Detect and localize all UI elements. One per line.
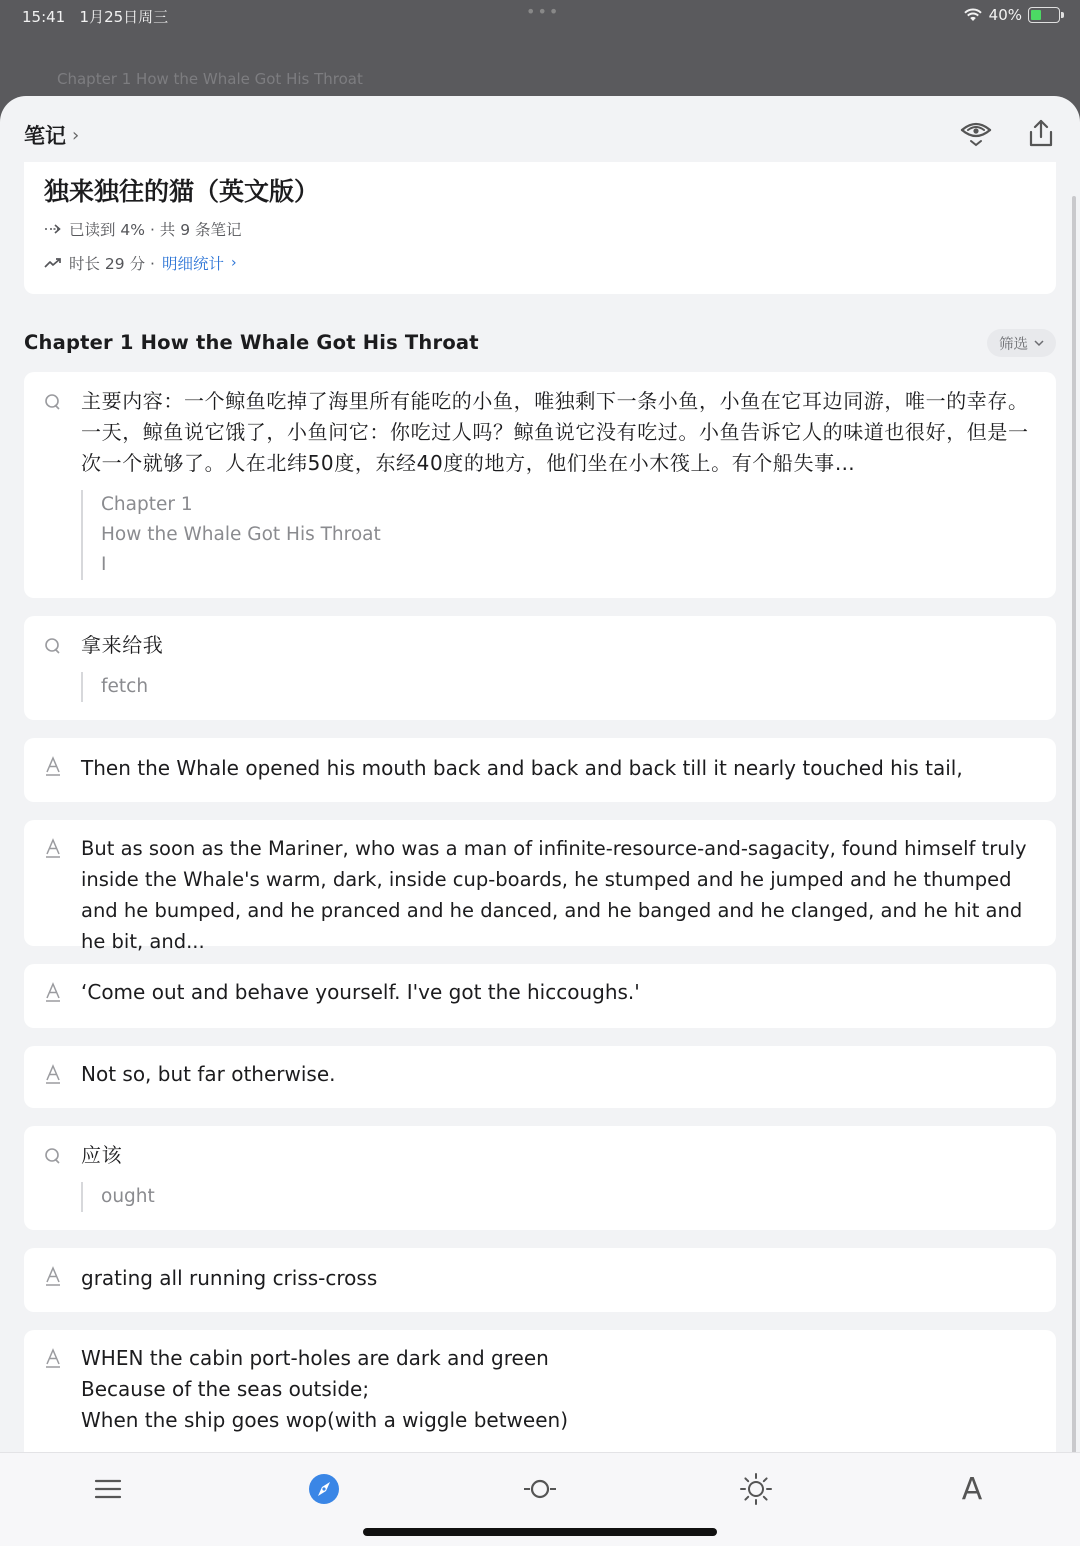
- duration-text: 时长 29 分 ·: [69, 255, 155, 273]
- progress-icon: [523, 1478, 557, 1500]
- note-text: 主要内容：一个鲸鱼吃掉了海里所有能吃的小鱼，唯独剩下一条小鱼，小鱼在它耳边同游，唯一的幸存。一天，鲸鱼说它饿了，小鱼问它：你吃过人吗？鲸鱼说它没有吃过。小鱼告诉它人的味道也很好，但是一次一个就够了。人在北纬50度，东经40度的地方，他们坐在小木筏上。有个船失事…: [81, 389, 1029, 475]
- share-icon: [1027, 118, 1055, 148]
- filter-button[interactable]: [987, 329, 1056, 357]
- status-bar: [0, 0, 1080, 34]
- progress-button[interactable]: [514, 1467, 566, 1511]
- stats-link[interactable]: 明细统计: [161, 255, 224, 273]
- note-card[interactable]: [24, 820, 1056, 953]
- note-text: 应该: [81, 1143, 123, 1167]
- note-card[interactable]: [24, 372, 1056, 598]
- font-button[interactable]: [946, 1467, 998, 1511]
- status-date: 1月25日周三: [79, 8, 169, 26]
- quote-line: How the Whale Got His Throat: [101, 524, 381, 545]
- note-card[interactable]: [24, 1330, 1056, 1470]
- background-chapter-title: Chapter 1 How the Whale Got His Throat: [57, 70, 363, 88]
- brightness-button[interactable]: [730, 1467, 782, 1511]
- note-text: Not so, but far otherwise.: [81, 1062, 336, 1086]
- note-quote: [81, 1182, 155, 1212]
- note-line: When the ship goes wop(with a wiggle between): [81, 1408, 568, 1432]
- note-card[interactable]: [24, 1126, 1056, 1230]
- note-text: 拿来给我: [81, 633, 164, 657]
- sheet-header: [0, 96, 1080, 162]
- note-line: Because of the seas outside;: [81, 1377, 370, 1401]
- note-text: grating all running criss-cross: [81, 1266, 378, 1290]
- book-summary-card: [24, 162, 1056, 294]
- brightness-icon: [739, 1472, 773, 1506]
- highlight-icon: [42, 981, 64, 1003]
- highlight-icon: [42, 837, 64, 859]
- notes-sheet: [0, 96, 1080, 1546]
- compass-icon: [308, 1473, 340, 1505]
- reading-progress: [44, 218, 242, 240]
- note-text: Then the Whale opened his mouth back and back and back till it nearly touched his tail,: [81, 756, 963, 780]
- status-right: [963, 6, 1060, 24]
- note-card[interactable]: [24, 1046, 1056, 1108]
- multitasking-dots-icon[interactable]: •••: [526, 2, 561, 21]
- chapter-title: Chapter 1 How the Whale Got His Throat: [24, 331, 479, 354]
- menu-icon: [94, 1478, 122, 1500]
- listen-button[interactable]: [956, 116, 996, 150]
- note-text: [81, 1343, 1038, 1436]
- quote-line: ought: [101, 1186, 155, 1207]
- chevron-right-icon: ›: [230, 255, 237, 271]
- menu-button[interactable]: [82, 1467, 134, 1511]
- wifi-icon: [963, 8, 983, 22]
- filter-label: 筛选: [999, 336, 1028, 353]
- highlight-icon: [42, 1347, 64, 1369]
- thought-icon: [42, 1145, 64, 1167]
- note-card[interactable]: [24, 738, 1056, 802]
- notes-tab-button[interactable]: [298, 1467, 350, 1511]
- quote-line: I: [101, 554, 107, 575]
- note-quote: [81, 490, 381, 580]
- quote-line: Chapter 1: [101, 494, 193, 515]
- arrow-right-icon: [44, 223, 62, 235]
- chevron-down-icon: [1034, 340, 1044, 347]
- home-indicator[interactable]: [363, 1528, 717, 1536]
- notes-title-button[interactable]: [24, 120, 79, 150]
- note-text: But as soon as the Mariner, who was a man of infinite-resource-and-sagacity, found himself truly inside the Whale's warm, dark, inside cup-boards, he stumped and he jumped and he thumped and he bumped, and he pranced and he danced, and he banged and he clanged, and he hit and he bit, and...: [81, 837, 1027, 953]
- thought-icon: [42, 391, 64, 413]
- share-button[interactable]: [1021, 116, 1061, 150]
- note-card[interactable]: [24, 1248, 1056, 1312]
- note-card[interactable]: [24, 616, 1056, 720]
- note-quote: [81, 672, 148, 702]
- quote-line: fetch: [101, 676, 149, 697]
- book-title: 独来独往的猫（英文版）: [44, 177, 320, 206]
- note-text: ‘Come out and behave yourself. I've got the hiccoughs.': [81, 980, 640, 1004]
- thought-icon: [42, 635, 64, 657]
- scrollbar[interactable]: [1072, 196, 1076, 1456]
- listen-icon: [959, 119, 993, 147]
- highlight-icon: [42, 1063, 64, 1085]
- battery-percent: 40%: [988, 6, 1022, 24]
- progress-text: 已读到 4% · 共 9 条笔记: [69, 221, 242, 239]
- status-time: 15:41 1月25日周三: [22, 8, 169, 26]
- reading-duration: [44, 252, 237, 274]
- note-line: WHEN the cabin port-holes are dark and green: [81, 1346, 549, 1370]
- highlight-icon: [42, 1265, 64, 1287]
- battery-icon: [1028, 7, 1060, 23]
- chapter-row: [24, 328, 1056, 358]
- chevron-right-icon: ›: [72, 124, 80, 146]
- notes-title: 笔记: [24, 124, 66, 148]
- highlight-icon: [42, 755, 64, 777]
- trend-up-icon: [44, 257, 62, 269]
- note-card[interactable]: [24, 964, 1056, 1028]
- font-icon: A: [961, 1471, 983, 1507]
